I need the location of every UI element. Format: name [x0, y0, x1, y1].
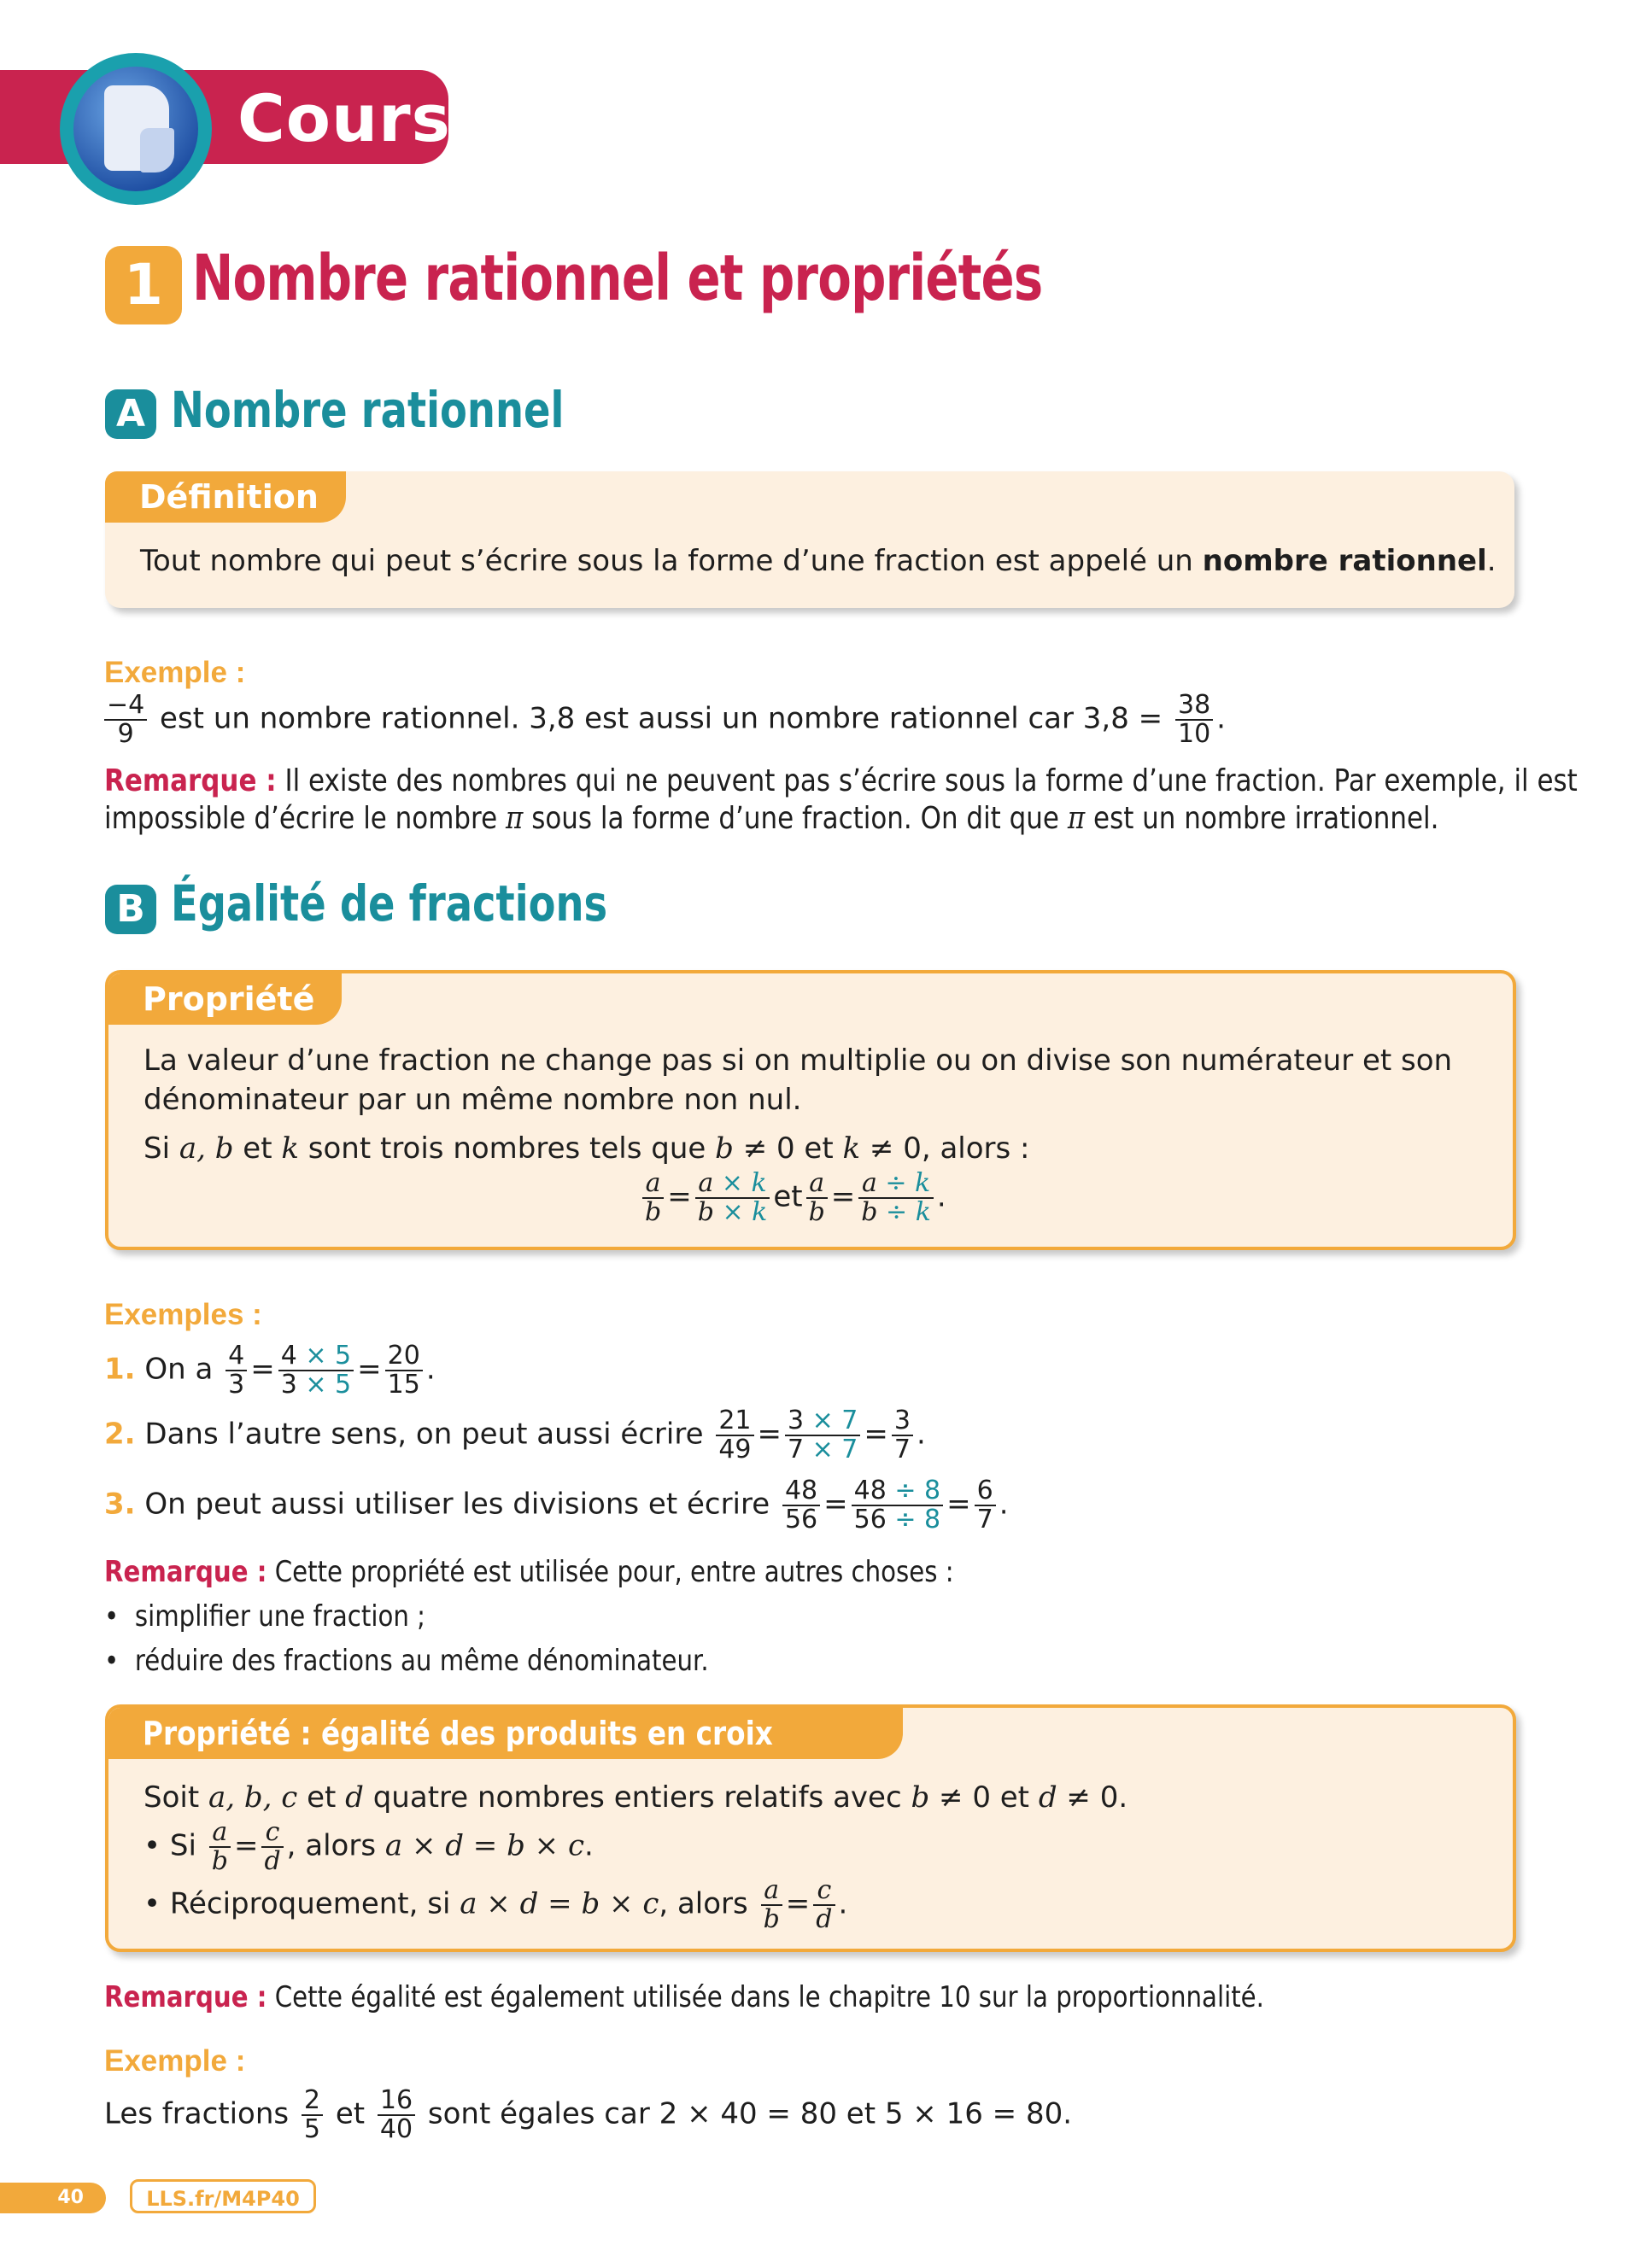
fraction: $\frac{2}{5}$	[302, 2087, 323, 2143]
banner-title: Cours	[237, 80, 451, 156]
fraction: $\frac{c}{d}$	[261, 1819, 283, 1875]
example-c-label: Exemple :	[104, 2044, 246, 2078]
remark-b-bullet: • simplifier une fraction ;	[104, 1599, 426, 1634]
fraction: $\frac{16}{40}$	[378, 2087, 415, 2143]
fraction: $\frac{c}{d}$	[813, 1877, 835, 1933]
fraction: $\frac{3}{7}$	[892, 1407, 913, 1464]
fraction: $\frac{48 \div 8}{56 \div 8}$	[852, 1477, 943, 1534]
section-title: Nombre rationnel et propriétés	[192, 242, 1043, 315]
fraction: $\frac{-4}{9}$	[104, 692, 147, 748]
cross-product-bullet1: • Si $\frac{a}{b}$ = $\frac{c}{d}$ , alors a × d = b × c.	[144, 1817, 594, 1876]
fraction: $\frac{4}{3}$	[226, 1342, 247, 1399]
page-number: 40	[0, 2183, 106, 2213]
section-number-badge: 1	[105, 246, 182, 324]
fraction: $\frac{a \times k}{b \times k}$	[695, 1170, 770, 1226]
examples-label: Exemples :	[104, 1298, 262, 1331]
fraction: $\frac{20}{15}$	[385, 1342, 423, 1399]
fraction: $\frac{a}{b}$	[209, 1819, 231, 1875]
subsection-a-title: Nombre rationnel	[171, 381, 565, 439]
property-line3: Si a, b et k sont trois nombres tels que b ≠ 0 et k ≠ 0, alors :	[144, 1131, 1030, 1166]
remark-a-line2: impossible d’écrire le nombre π sous la forme d’une fraction. On dit que π est un nombre irrationnel.	[104, 801, 1439, 836]
subsection-a-badge: A	[105, 389, 156, 439]
fraction: $\frac{21}{49}$	[716, 1407, 753, 1464]
fraction: $\frac{6}{7}$	[975, 1477, 996, 1534]
example-item: 3. On peut aussi utiliser les divisions et écrire $\frac{48}{56}$ = $\frac{48 \div 8}{56 \div 8}$ = $\frac{6}{7}$ .	[104, 1476, 1009, 1534]
property-line1: La valeur d’une fraction ne change pas si on multiplie ou on divise son numérateur et son	[144, 1043, 1453, 1078]
fraction: $\frac{3 \times 7}{7 \times 7}$	[785, 1407, 860, 1464]
fraction: $\frac{4 \times 5}{3 \times 5}$	[278, 1342, 354, 1399]
example-label: Exemple :	[104, 656, 246, 689]
fraction: $\frac{38}{10}$	[1175, 692, 1213, 748]
fraction: $\frac{a \div k}{b \div k}$	[858, 1170, 934, 1226]
remark-b-bullet: • réduire des fractions au même dénominateur.	[104, 1644, 709, 1678]
remark-b-text: Remarque : Cette propriété est utilisée pour, entre autres choses :	[104, 1555, 954, 1589]
definition-tab: Définition	[105, 471, 346, 523]
fraction: $\frac{a}{b}$	[806, 1170, 828, 1226]
document-fold-icon	[140, 128, 174, 172]
resource-link[interactable]: LLS.fr/M4P40	[130, 2179, 316, 2213]
fraction: $\frac{48}{56}$	[782, 1477, 820, 1534]
remark-c-text: Remarque : Cette égalité est également utilisée dans le chapitre 10 sur la proportionnalité.	[104, 1980, 1264, 2014]
definition-text: Tout nombre qui peut s’écrire sous la forme d’une fraction est appelé un nombre rationnel.	[140, 544, 1496, 578]
subsection-b-badge: B	[105, 885, 156, 934]
property-tab: Propriété	[108, 973, 342, 1025]
example-item: 1. On a $\frac{4}{3}$ = $\frac{4 \times 5}{3 \times 5}$ = $\frac{20}{15}$ .	[104, 1341, 436, 1400]
cross-product-line1: Soit a, b, c et d quatre nombres entiers relatifs avec b ≠ 0 et d ≠ 0.	[144, 1780, 1128, 1815]
subsection-b-title: Égalité de fractions	[171, 874, 608, 932]
fraction: $\frac{a}{b}$	[761, 1877, 782, 1933]
cross-product-bullet2: • Réciproquement, si a × d = b × c, alors $\frac{a}{b}$ = $\frac{c}{d}$ .	[144, 1875, 848, 1934]
example-item: 2. Dans l’autre sens, on peut aussi écrire $\frac{21}{49}$ = $\frac{3 \times 7}{7 \times 7}$ = $\frac{3}{7}$ .	[104, 1406, 926, 1464]
fraction: $\frac{a}{b}$	[642, 1170, 664, 1226]
remark-a-line1: Remarque : Il existe des nombres qui ne peuvent pas s’écrire sous la forme d’une fraction. Par exemple, il est	[104, 763, 1578, 798]
example-a-text: $\frac{-4}{9}$ est un nombre rationnel. 3,8 est aussi un nombre rationnel car 3,8 = $\frac{38}{10}$ .	[101, 692, 1226, 748]
property-line2: dénominateur par un même nombre non nul.	[144, 1083, 802, 1117]
cross-product-tab: Propriété : égalité des produits en croix	[108, 1708, 903, 1759]
example-c-text: Les fractions $\frac{2}{5}$ et $\frac{16}{40}$ sont égales car 2 × 40 = 80 et 5 × 16 = 80.	[104, 2085, 1073, 2144]
property-formula: $\frac{a}{b}$ = $\frac{a \times k}{b \times k}$ et $\frac{a}{b}$ = $\frac{a \div k}{b \div k}$ .	[639, 1170, 946, 1226]
